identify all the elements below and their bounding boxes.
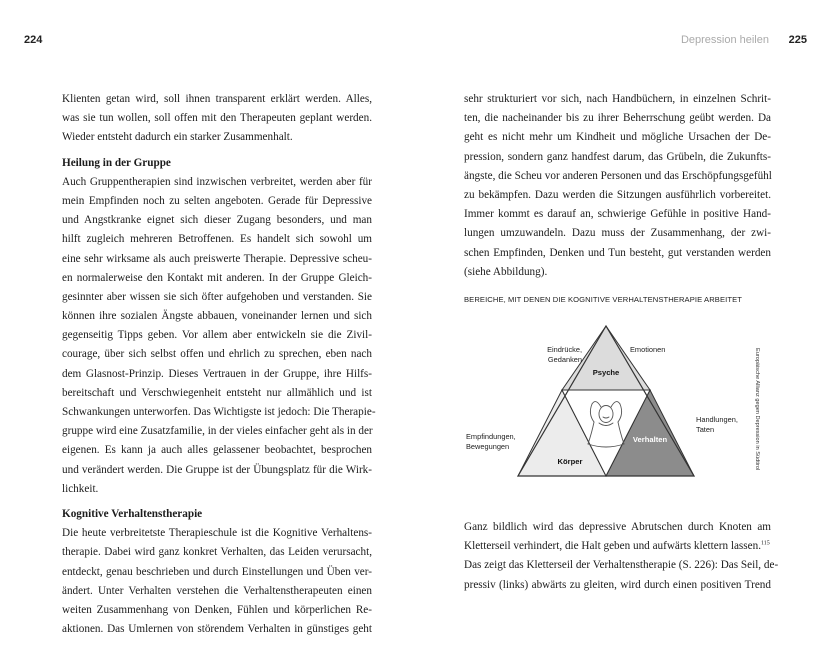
segment-label-verhalten: Verhalten [632, 435, 668, 444]
cbt-triangle-diagram [464, 318, 784, 488]
label-handlungen-line1: Handlungen, [696, 415, 738, 424]
label-eindruecke-line1: Eindrücke, [547, 345, 582, 354]
text-line: entdeckt, genau beschrieben und durch Einstellungen und Üben ver- [62, 565, 372, 578]
text-line: (siehe Abbildung). [464, 265, 548, 278]
text-line: gesinnter aber wissen sie sich öfter aufgehoben und verstanden. Sie [62, 290, 372, 303]
text-line: therapie. Dabei wird ganz konkret Verhalten, das Leiden verursacht, [62, 546, 372, 559]
text-line: gegenseitig Tipps geben. Vor allem aber entwickeln sie die Zivil- [62, 329, 372, 342]
label-handlungen-line2: Taten [696, 425, 715, 434]
text-line: Ganz bildlich wird das depressive Abrutschen durch Knoten am [464, 521, 771, 533]
text-line: was sie tun wollen, soll offen mit den Therapeuten geplant werden. [62, 112, 372, 125]
right-page [416, 0, 833, 648]
image-credit: Europäische Allianz gegen Depression in Südtirol [754, 348, 760, 471]
footnote-reference: 115 [761, 540, 770, 547]
segment-label-psyche: Psyche [592, 368, 620, 377]
text-line [464, 537, 771, 556]
section-heading-group-therapy: Heilung in der Gruppe [62, 156, 171, 169]
text-line: weiten Zusammenhang von Denken, Fühlen und körperlichen Re- [62, 603, 372, 616]
text-line: Das zeigt das Kletterseil der Verhaltenstherapie (S. 226): Das Seil, de- [464, 559, 779, 572]
left-page [0, 0, 416, 648]
text-line: können ihre sozialen Ängste abbauen, voneinander lernen und sich [62, 310, 372, 323]
text-line: ängste, die Scheu vor anderen Personen und das Erschöpfungsgefühl [464, 169, 772, 182]
label-eindruecke-line2: Gedanken [547, 355, 582, 364]
text-line: ändert. Unter Verhalten verstehen die Verhaltenstherapeuten einen [62, 584, 372, 597]
text-line: hilft zugleich mehreren Betroffenen. Es handelt sich sowohl um [62, 233, 372, 246]
text-line: Klienten getan wird, soll ihnen transparent erklärt werden. Alles, [62, 93, 372, 105]
text-line: eigenen. Es kann ja auch alles gelassener beobachtet, besprochen [62, 444, 372, 457]
left-text-column [62, 90, 376, 639]
text-line: zu bekämpfen. Dazu werden die Sitzungen ausführlich vorbereitet. [464, 188, 771, 201]
running-head: Depression heilen [680, 34, 769, 46]
text-line: pression, sondern ganz handfest darum, das Grübeln, die Zukunfts- [464, 150, 771, 163]
segment-label-koerper: Körper [557, 457, 583, 466]
group-therapy-paragraph [62, 173, 376, 499]
page-number-left: 224 [24, 34, 43, 46]
right-text-column-top [464, 90, 771, 282]
text-line: eine sehr wirksame als auch preiswerte Therapie. Depressive scheu- [62, 252, 372, 265]
section-heading-cbt: Kognitive Verhaltenstherapie [62, 507, 203, 520]
label-empfindungen-line1: Empfindungen, [466, 432, 516, 441]
page-number-right: 225 [788, 34, 807, 46]
text-line: Die heute verbreitetste Therapieschule ist die Kognitive Verhaltens- [62, 527, 372, 540]
text-line: schen Empfinden, Denken und Tun besteht, gut verstanden werden [464, 246, 771, 259]
text-line: und verändert werden. Die Gruppe ist der Übungsplatz für die Wirk- [62, 463, 372, 476]
label-empfindungen-line2: Bewegungen [466, 442, 510, 451]
text-line: courage, über sich selbst offen und ehrlich zu sprechen, eben nach [62, 348, 372, 361]
text-line: lungen umzuwandeln. Dazu muss der Zusammenhang, der zwi- [464, 227, 771, 240]
text-line-content: Kletterseil verhindert, die Halt geben und aufwärts klettern lassen. [464, 540, 761, 553]
text-line: bereitschaft und Verschwiegenheit entsteht nur allmählich und ist [62, 386, 372, 399]
intro-paragraph [62, 90, 372, 148]
right-text-column-bottom [464, 518, 779, 595]
text-line: Wieder entsteht dadurch ein starker Zusammenhalt. [62, 131, 293, 144]
text-line: Immer kommt es darauf an, schwierige Gefühle in positive Hand- [464, 208, 771, 221]
text-line: ten, die nacheinander bis zu ihrer Beherrschung geübt werden. Da [464, 112, 771, 125]
text-line: en normalerweise den Kontakt mit anderen. In der Gruppe Gleich- [62, 271, 372, 284]
figure-caption: BEREICHE, MIT DENEN DIE KOGNITIVE VERHALTENSTHERAPIE ARBEITET [464, 295, 742, 304]
text-line: geht es nicht mehr um Kindheit und mögliche Ursachen der De- [464, 131, 771, 144]
cbt-paragraph [62, 524, 372, 639]
text-line: mein Empfinden noch zu selten angeboten. Gerade für Depressive [62, 194, 372, 207]
text-line: pressiv (links) abwärts zu gleiten, wird durch einen positiven Trend [464, 578, 771, 591]
text-line: Auch Gruppentherapien sind inzwischen verbreitet, werden aber für [62, 175, 372, 188]
text-line: aktionen. Das Umlernen von störendem Verhalten in günstiges geht [62, 623, 372, 636]
text-line: dem Glasnost-Prinzip. Dieses Vertrauen in der Gruppe, ihre Hilfs- [62, 367, 372, 380]
text-line: und Angstkranke eignet sich dieser Zugang besonders, und man [62, 214, 372, 227]
text-line: gruppe wird eine Zusatzfamilie, in der vieles einfacher geht als in der [62, 425, 373, 438]
text-line: Schwankungen unterworfen. Das Wichtigste ist jedoch: Die Therapie- [62, 406, 376, 418]
text-line: sehr strukturiert vor sich, nach Handbüchern, in einzelnen Schrit- [464, 93, 771, 105]
label-emotionen: Emotionen [630, 345, 666, 354]
text-line: lichkeit. [62, 482, 99, 495]
